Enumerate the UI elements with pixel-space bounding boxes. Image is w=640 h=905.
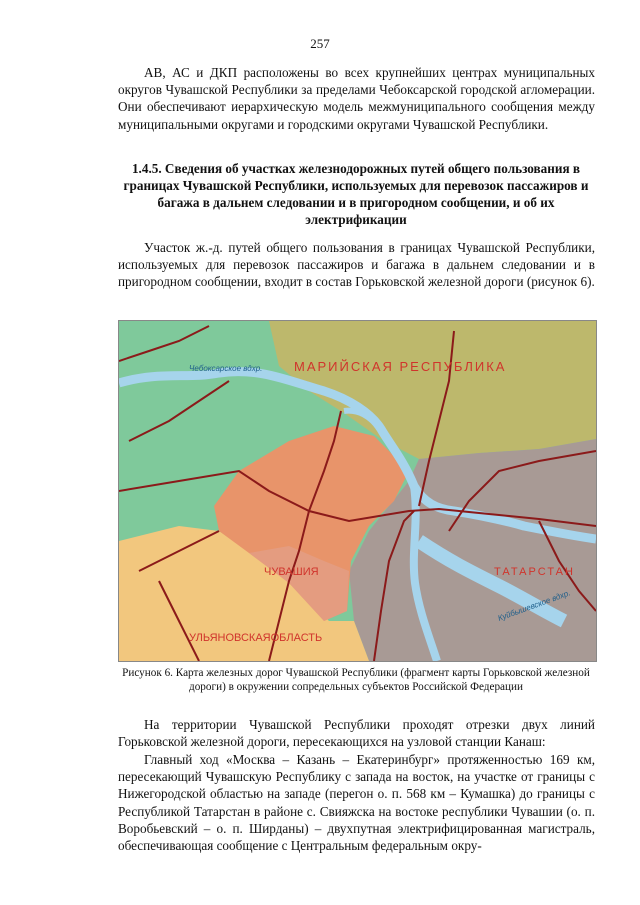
label-cheboksary-reservoir: Чебоксарское вдхр. xyxy=(189,364,263,373)
label-chuvashia: ЧУВАШИЯ xyxy=(264,566,319,578)
label-ulyanovsk: УЛЬЯНОВСКАЯОБЛАСТЬ xyxy=(189,632,323,644)
railway-map xyxy=(118,320,597,662)
body-paragraph-2: Главный ход «Москва – Казань – Екатеринбург» протяженностью 169 км, пересекающий Чувашскую Республику с запада на восток, на участке от границы с Нижегородской областью на западе (перегон о. п. 568 км – Кумашка) до границы с Республикой Татарстан в районе с. Свияжска на востоке республики Чувашии (о. п. Воробьевский – о. п. Ширданы) – двухпутная электрифицированная магистраль, обеспечивающая сообщение с Центральным федеральным окру- xyxy=(118,752,595,854)
page-number: 257 xyxy=(310,36,330,51)
label-tatarstan: ТАТАРСТАН xyxy=(494,566,575,578)
label-mari: МАРИЙСКАЯ РЕСПУБЛИКА xyxy=(294,359,507,374)
section-paragraph: Участок ж.-д. путей общего пользования в границах Чувашской Республики, используемых для перевозок пассажиров и багажа в дальнем следовании и в пригородном сообщении, входит в состав Горьковской железной дороги (рисунок 6). xyxy=(118,240,595,290)
label-kuibyshev-reservoir: Куйбышевское вдхр. xyxy=(496,588,572,623)
figure-caption: Рисунок 6. Карта железных дорог Чувашской Республики (фрагмент карты Горьковской железной дороги) в окружении сопредельных субъектов Российской Федерации xyxy=(122,667,590,693)
section-heading: 1.4.5. Сведения об участках железнодорожных путей общего пользования в границах Чувашской Республики, используемых для перевозок пассажиров и багажа в дальнем следовании и в пригородном сообщении, и об их электрификации xyxy=(123,161,589,227)
body-paragraph-1: На территории Чувашской Республики проходят отрезки двух линий Горьковской железной дороги, пересекающихся на узловой станции Канаш: xyxy=(118,717,595,750)
intro-paragraph: АВ, АС и ДКП расположены во всех крупнейших центрах муниципальных округов Чувашской Республики за пределами Чебоксарской городской агломерации. Они обеспечивают иерархическую модель межмуниципального сообщения между муниципальными округами и городскими округами Чувашской Республики. xyxy=(118,65,595,132)
